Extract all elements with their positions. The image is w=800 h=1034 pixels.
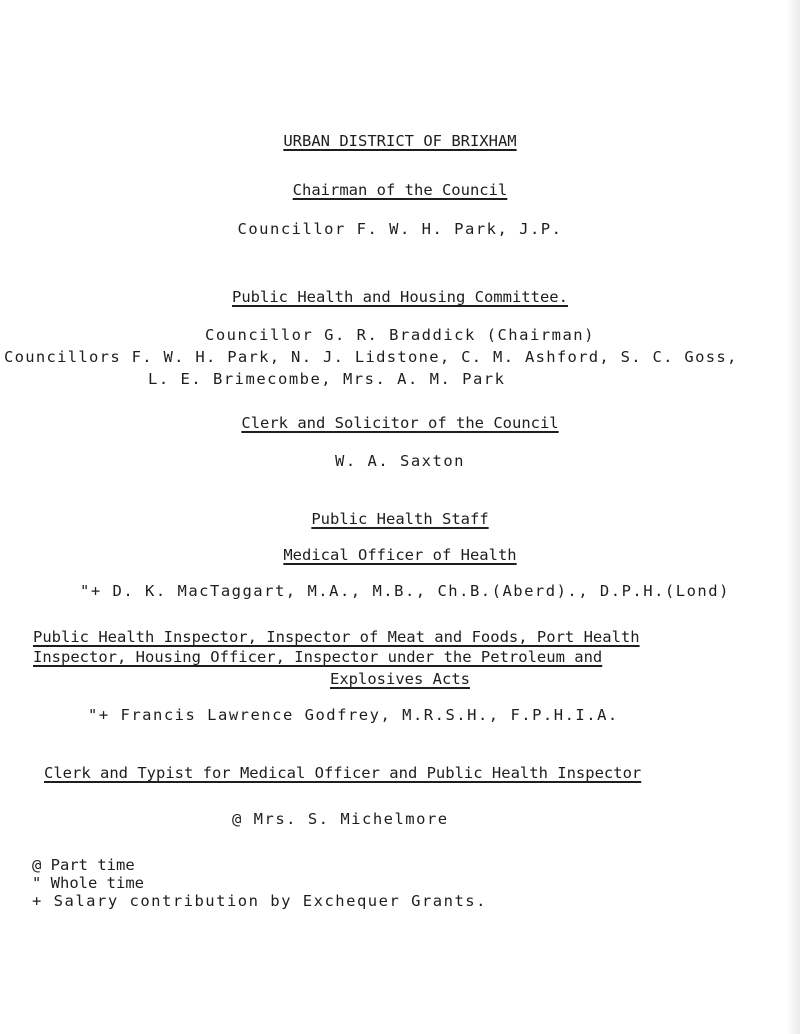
typist-heading: Clerk and Typist for Medical Officer and Public Health Inspector bbox=[44, 764, 642, 782]
key-part-time: @ Part time bbox=[32, 856, 135, 874]
page-edge-shadow bbox=[786, 0, 800, 1034]
key-salary: + Salary contribution by Exchequer Grants. bbox=[32, 892, 487, 910]
staff-heading: Public Health Staff bbox=[311, 510, 489, 528]
chairman-name: Councillor F. W. H. Park, J.P. bbox=[237, 220, 563, 238]
moh-name: "+ D. K. MacTaggart, M.A., M.B., Ch.B.(Aberd)., D.P.H.(Lond) bbox=[80, 582, 730, 600]
council-title: URBAN DISTRICT OF BRIXHAM bbox=[283, 132, 517, 150]
committee-members-line2: L. E. Brimecombe, Mrs. A. M. Park bbox=[148, 370, 506, 388]
clerk-heading: Clerk and Solicitor of the Council bbox=[241, 414, 559, 432]
phi-heading-line1: Public Health Inspector, Inspector of Meat and Foods, Port Health bbox=[33, 628, 640, 646]
committee-heading: Public Health and Housing Committee. bbox=[232, 288, 568, 306]
phi-heading-line2: Inspector, Housing Officer, Inspector under the Petroleum and bbox=[33, 648, 603, 666]
key-whole-time: " Whole time bbox=[32, 874, 144, 892]
phi-name: "+ Francis Lawrence Godfrey, M.R.S.H., F.P.H.I.A. bbox=[88, 706, 619, 724]
committee-chairman: Councillor G. R. Braddick (Chairman) bbox=[205, 326, 595, 344]
chairman-heading: Chairman of the Council bbox=[292, 181, 508, 199]
moh-heading: Medical Officer of Health bbox=[283, 546, 517, 564]
phi-heading-line3: Explosives Acts bbox=[330, 670, 470, 688]
typist-name: @ Mrs. S. Michelmore bbox=[232, 810, 449, 828]
committee-members-line1: Councillors F. W. H. Park, N. J. Lidstone, C. M. Ashford, S. C. Goss, bbox=[4, 348, 738, 366]
clerk-name: W. A. Saxton bbox=[335, 452, 465, 470]
